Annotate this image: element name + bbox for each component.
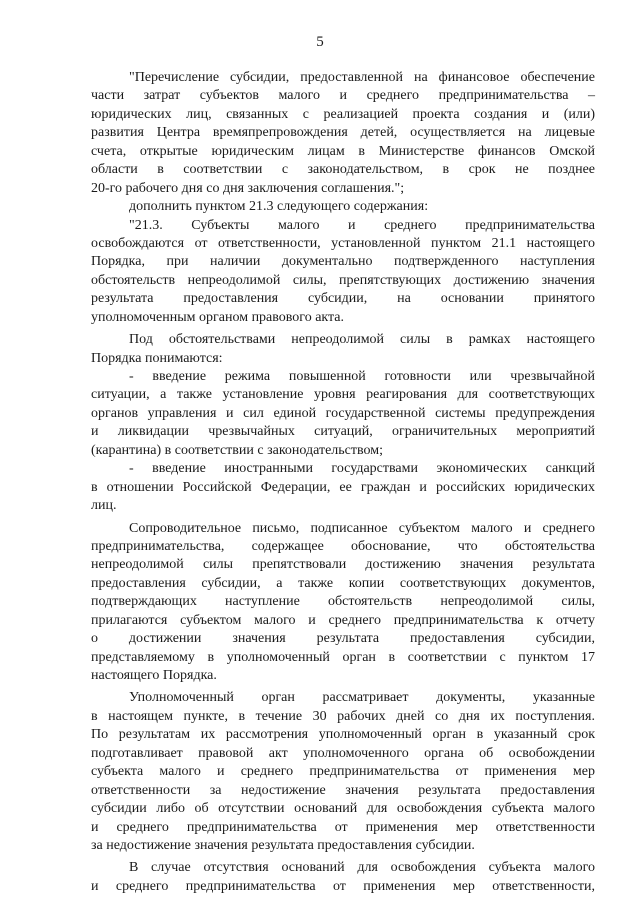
- text-line: непреодолимой силы препятствовали достижению значения результата: [91, 557, 595, 573]
- text-line: субъекта малого и среднего предпринимательства от применения мер: [91, 764, 595, 780]
- text-line: и ликвидации чрезвычайных ситуаций, ограничительных мероприятий: [91, 424, 595, 440]
- text-line: предпринимательства, содержащее обоснование, что обстоятельства: [91, 538, 595, 554]
- text-line: области в соответствии с законодательством, в срок не позднее: [91, 162, 595, 178]
- text-line: и среднего предпринимательства от применения мер ответственности,: [91, 878, 595, 894]
- text-line: счета, открытые юридическим лицам в Министерстве финансов Омской: [91, 143, 595, 159]
- text-line: - введение иностранными государствами экономических санкций: [129, 461, 595, 477]
- text-line: и среднего предпринимательства от применения мер ответственности: [91, 819, 595, 835]
- text-line: подготавливает правовой акт уполномоченного органа об освобождении: [91, 745, 595, 761]
- text-line: о достижении значения результата предоставления субсидии,: [91, 631, 595, 647]
- page-number: 5: [316, 34, 324, 50]
- text-line: (карантина) в соответствии с законодательством;: [91, 442, 384, 458]
- text-line: в отношении Российской Федерации, ее граждан и российских юридических: [91, 479, 595, 495]
- paragraph-force-majeure-intro: [91, 331, 595, 368]
- text-line: Порядка, при наличии документально подтвержденного наступления: [91, 254, 595, 270]
- text-line: результата предоставления субсидии, на основании принятого: [91, 291, 595, 307]
- text-line: юридических лиц, связанных с реализацией проекта создания и (или): [91, 106, 595, 122]
- text-line: освобождаются от ответственности, установленной пунктом 21.1 настоящего: [91, 235, 595, 251]
- text-line: ситуации, а также установление уровня реагирования для соответствующих: [91, 387, 595, 403]
- text-line: настоящего Порядка.: [91, 668, 217, 683]
- document-body: [91, 69, 595, 896]
- text-line: предоставления субсидии, а также копии соответствующих документов,: [91, 575, 595, 591]
- paragraph-no-grounds: [91, 859, 595, 896]
- text-line: 20-го рабочего дня со дня заключения соглашения.";: [91, 180, 405, 196]
- paragraph-subsidy-transfer: [91, 69, 595, 198]
- text-line: Порядка понимаются:: [91, 350, 223, 366]
- text-line: в настоящем пункте, в течение 30 рабочих дней со дня их поступления.: [91, 708, 595, 724]
- text-line: лиц.: [91, 498, 117, 514]
- text-line: обстоятельств непреодолимой силы, препятствующих достижению значения: [91, 272, 595, 288]
- text-line: части затрат субъектов малого и среднего предпринимательства –: [91, 88, 595, 104]
- text-line: "Перечисление субсидии, предоставленной на финансовое обеспечение: [129, 70, 595, 85]
- text-line: представляемому в уполномоченный орган в соответствии с пунктом 17: [91, 649, 595, 665]
- text-line: развития Центра времяпрепровождения детей, осуществляется на лицевые: [91, 125, 595, 141]
- paragraph-add-clause: [91, 198, 595, 216]
- text-line: По результатам их рассмотрения уполномоченный орган в указанный срок: [91, 727, 595, 743]
- paragraph-cover-letter: [91, 520, 595, 686]
- text-line: прилагаются субъектом малого и среднего предпринимательства к отчету: [91, 612, 595, 628]
- text-line: - введение режима повышенной готовности или чрезвычайной: [129, 369, 595, 384]
- list-item-sanctions: [91, 460, 595, 515]
- text-line: Уполномоченный орган рассматривает документы, указанные: [129, 690, 595, 706]
- text-line: уполномоченным органом правового акта.: [91, 309, 345, 325]
- text-line: дополнить пунктом 21.3 следующего содержания:: [129, 199, 429, 215]
- text-line: за недостижение значения результата предоставления субсидии.: [91, 837, 475, 853]
- text-line: Под обстоятельствами непреодолимой силы в рамках настоящего: [129, 332, 595, 348]
- text-line: субсидии либо об отсутствии оснований для освобождения субъекта малого: [91, 801, 595, 817]
- text-line: Сопроводительное письмо, подписанное субъектом малого и среднего: [129, 520, 595, 536]
- paragraph-authority-review: [91, 689, 595, 855]
- text-line: подтверждающих наступление обстоятельств непреодолимой силы,: [91, 594, 595, 610]
- text-line: органов управления и сил единой государственной системы предупреждения: [91, 405, 595, 421]
- list-item-emergency-regime: [91, 368, 595, 460]
- text-line: "21.3. Субъекты малого и среднего предпринимательства: [129, 217, 595, 233]
- text-line: ответственности за недостижение значения результата предоставления: [91, 782, 595, 798]
- paragraph-clause-21-3: [91, 217, 595, 328]
- text-line: В случае отсутствия оснований для освобождения субъекта малого: [129, 860, 595, 876]
